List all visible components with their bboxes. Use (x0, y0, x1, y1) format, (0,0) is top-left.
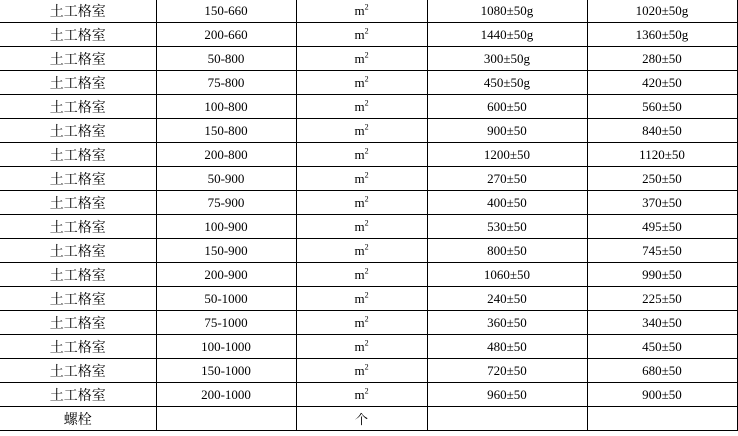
table-row (0, 407, 737, 431)
cell-value-b: 840±50 (587, 119, 737, 143)
cell-name: 土工格室 (0, 191, 156, 215)
cell-name: 土工格室 (0, 335, 156, 359)
cell-value-a: 240±50 (427, 287, 587, 311)
cell-name: 土工格室 (0, 95, 156, 119)
cell-spec: 75-1000 (156, 311, 296, 335)
cell-value-a: 800±50 (427, 239, 587, 263)
cell-unit: $m^2$ (296, 23, 427, 47)
cell-unit: 个 (296, 407, 427, 431)
cell-value-b: 420±50 (587, 71, 737, 95)
cell-value-a: 400±50 (427, 191, 587, 215)
cell-value-b: 280±50 (587, 47, 737, 71)
cell-value-b: 990±50 (587, 263, 737, 287)
table-row (0, 263, 737, 287)
cell-value-b: 340±50 (587, 311, 737, 335)
cell-spec: 75-800 (156, 71, 296, 95)
table-row (0, 47, 737, 71)
cell-spec: 200-1000 (156, 383, 296, 407)
cell-name: 土工格室 (0, 239, 156, 263)
cell-value-b: 680±50 (587, 359, 737, 383)
cell-value-a: 450±50g (427, 71, 587, 95)
table-row (0, 143, 737, 167)
cell-value-a: 270±50 (427, 167, 587, 191)
cell-unit: $m^2$ (296, 143, 427, 167)
cell-name: 土工格室 (0, 23, 156, 47)
cell-value-a: 360±50 (427, 311, 587, 335)
table-row (0, 119, 737, 143)
cell-spec: 100-800 (156, 95, 296, 119)
cell-value-b: 745±50 (587, 239, 737, 263)
cell-unit: $m^2$ (296, 215, 427, 239)
cell-value-a: 900±50 (427, 119, 587, 143)
cell-name: 土工格室 (0, 311, 156, 335)
cell-spec: 150-800 (156, 119, 296, 143)
cell-value-a: 1200±50 (427, 143, 587, 167)
table-row (0, 359, 737, 383)
cell-name: 土工格室 (0, 287, 156, 311)
cell-value-a: 600±50 (427, 95, 587, 119)
cell-name: 土工格室 (0, 143, 156, 167)
table-row (0, 71, 737, 95)
cell-name: 土工格室 (0, 119, 156, 143)
cell-value-a: 300±50g (427, 47, 587, 71)
cell-spec: 150-660 (156, 0, 296, 23)
cell-value-b: 1020±50g (587, 0, 737, 23)
cell-value-b: 1360±50g (587, 23, 737, 47)
cell-value-b (587, 407, 737, 431)
cell-value-b: 225±50 (587, 287, 737, 311)
cell-spec: 50-800 (156, 47, 296, 71)
cell-unit: $m^2$ (296, 191, 427, 215)
cell-spec: 50-1000 (156, 287, 296, 311)
cell-unit: $m^2$ (296, 383, 427, 407)
table-row (0, 335, 737, 359)
table-row (0, 287, 737, 311)
cell-name: 土工格室 (0, 215, 156, 239)
cell-spec: 100-900 (156, 215, 296, 239)
cell-value-a (427, 407, 587, 431)
table-row (0, 191, 737, 215)
cell-value-b: 900±50 (587, 383, 737, 407)
cell-name: 土工格室 (0, 71, 156, 95)
cell-unit: $m^2$ (296, 335, 427, 359)
cell-value-a: 1060±50 (427, 263, 587, 287)
cell-name: 土工格室 (0, 167, 156, 191)
cell-value-b: 250±50 (587, 167, 737, 191)
cell-spec: 100-1000 (156, 335, 296, 359)
cell-value-b: 450±50 (587, 335, 737, 359)
cell-value-b: 1120±50 (587, 143, 737, 167)
table-row (0, 311, 737, 335)
table-row (0, 167, 737, 191)
cell-name: 土工格室 (0, 359, 156, 383)
table-row (0, 0, 737, 23)
cell-name: 螺栓 (0, 407, 156, 431)
cell-unit: $m^2$ (296, 263, 427, 287)
cell-spec: 75-900 (156, 191, 296, 215)
cell-name: 土工格室 (0, 263, 156, 287)
table-row (0, 239, 737, 263)
cell-spec: 200-800 (156, 143, 296, 167)
table-row (0, 215, 737, 239)
cell-value-a: 960±50 (427, 383, 587, 407)
cell-unit: $m^2$ (296, 239, 427, 263)
table-row (0, 95, 737, 119)
cell-unit: $m^2$ (296, 167, 427, 191)
cell-spec: 50-900 (156, 167, 296, 191)
cell-spec: 150-900 (156, 239, 296, 263)
cell-value-b: 495±50 (587, 215, 737, 239)
cell-unit: $m^2$ (296, 47, 427, 71)
cell-spec: 200-660 (156, 23, 296, 47)
cell-unit: $m^2$ (296, 311, 427, 335)
cell-unit: $m^2$ (296, 359, 427, 383)
cell-spec: 200-900 (156, 263, 296, 287)
cell-spec: 150-1000 (156, 359, 296, 383)
table-row (0, 383, 737, 407)
table-row (0, 23, 737, 47)
cell-unit: $m^2$ (296, 71, 427, 95)
cell-unit: $m^2$ (296, 287, 427, 311)
cell-value-b: 370±50 (587, 191, 737, 215)
cell-value-a: 530±50 (427, 215, 587, 239)
cell-name: 土工格室 (0, 383, 156, 407)
cell-spec (156, 407, 296, 431)
cell-value-a: 480±50 (427, 335, 587, 359)
cell-unit: $m^2$ (296, 95, 427, 119)
cell-value-b: 560±50 (587, 95, 737, 119)
cell-value-a: 1080±50g (427, 0, 587, 23)
cell-value-a: 720±50 (427, 359, 587, 383)
cell-unit: $m^2$ (296, 119, 427, 143)
cell-unit: $m^2$ (296, 0, 427, 23)
cell-name: 土工格室 (0, 47, 156, 71)
cell-name: 土工格室 (0, 0, 156, 23)
cell-value-a: 1440±50g (427, 23, 587, 47)
